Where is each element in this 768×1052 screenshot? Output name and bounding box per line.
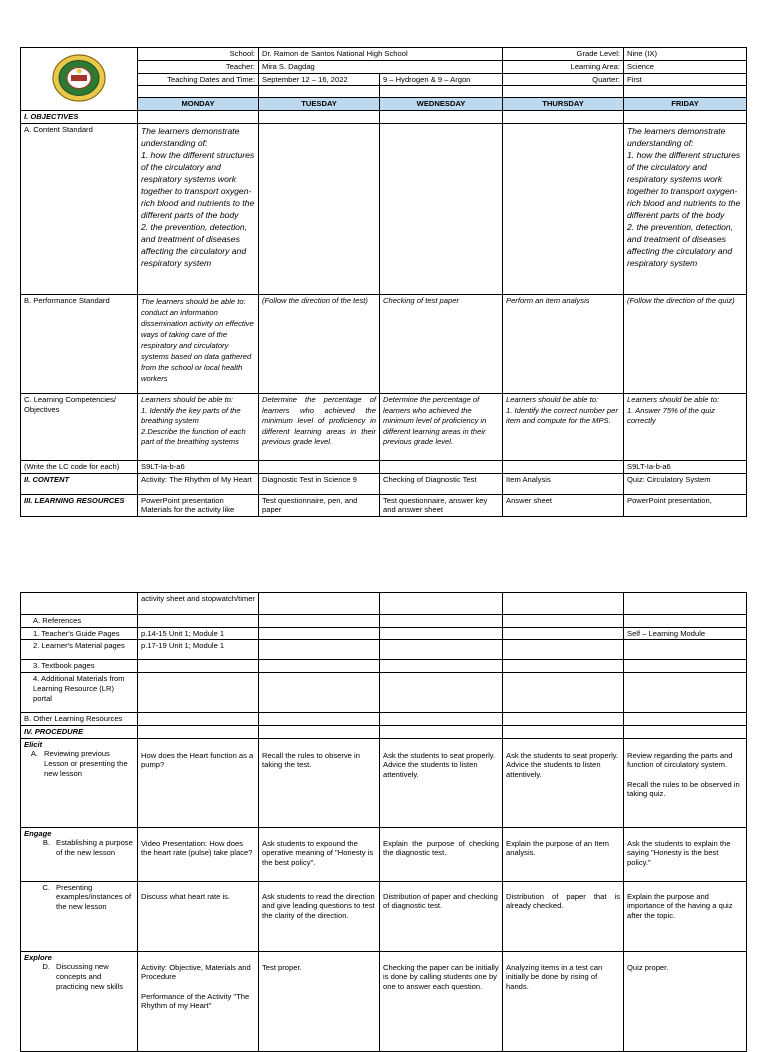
procedure-a-monday: How does the Heart function as a pump? xyxy=(138,738,259,827)
lc-code-label: (Write the LC code for each) xyxy=(21,460,138,473)
competencies-friday: Learners should be able to: 1. Answer 75% of the quiz correctly xyxy=(624,393,747,460)
procedure-heading: IV. PROCEDURE xyxy=(21,725,138,738)
procedure-c-friday: Explain the purpose and importance of the having a quiz after the topic. xyxy=(624,881,747,951)
additional-materials-label: 4. Additional Materials from Learning Resource (LR) portal xyxy=(21,673,138,713)
quarter-label: Quarter: xyxy=(503,73,624,86)
competencies-monday: Learners should be able to: 1. Identify the key parts of the breathing system 2.Describe the function of each part of the breathing systems xyxy=(138,393,259,460)
procedure-a-thursday: Ask the students to seat properly. Advice the students to listen attentively. xyxy=(503,738,624,827)
procedure-d-cell xyxy=(21,951,138,1051)
procedure-a-wednesday: Ask the students to seat properly. Advice the students to listen attentively. xyxy=(380,738,503,827)
learning-area-label: Learning Area: xyxy=(503,61,624,74)
teachers-guide-monday: p.14-15 Unit 1; Module 1 xyxy=(138,627,259,640)
engage-label: Engage xyxy=(24,828,52,838)
procedure-b-thursday: Explain the purpose of an Item analysis. xyxy=(503,827,624,881)
resources-thursday: Answer sheet xyxy=(503,494,624,516)
lesson-plan-table-page1 xyxy=(20,47,747,517)
procedure-d-tuesday: Test proper. xyxy=(259,951,380,1051)
textbook-pages-label: 3. Textbook pages xyxy=(21,660,138,673)
competencies-label: C. Learning Competencies/ Objectives xyxy=(21,393,138,460)
logo-cell xyxy=(21,48,138,111)
competencies-tuesday: Determine the percentage of learners who achieved the minimum level of proficiency in different learning areas in their previous grade level. xyxy=(259,393,380,460)
procedure-b-tuesday: Ask students to expound the operative meaning of "Honesty is the best policy". xyxy=(259,827,380,881)
learners-material-monday: p.17-19 Unit 1; Module 1 xyxy=(138,640,259,660)
procedure-b-wednesday: Explain the purpose of checking the diagnostic test. xyxy=(380,827,503,881)
grade-level-value: Nine (IX) xyxy=(624,48,747,61)
content-standard-monday: The learners demonstrate understanding of: 1. how the different structures of the circulatory and respiratory systems work together to transport oxygen-rich blood and nutrients to the different parts of the body 2. the prevention, detection, and treatment of diseases affecting the circulatory and respiratory system xyxy=(138,123,259,294)
procedure-c-tuesday: Ask students to read the direction and give leading questions to test the clarity of the direction. xyxy=(259,881,380,951)
competencies-wednesday: Determine the percentage of learners who achieved the minimum level of proficiency in different learning areas in their previous grade level. xyxy=(380,393,503,460)
content-tuesday: Diagnostic Test in Science 9 xyxy=(259,473,380,494)
teachers-guide-friday: Self – Learning Module xyxy=(624,627,747,640)
content-thursday: Item Analysis xyxy=(503,473,624,494)
day-header-tuesday: TUESDAY xyxy=(259,98,380,111)
resources-monday: PowerPoint presentation Materials for the activity like xyxy=(138,494,259,516)
teacher-value: Mira S. Dagdag xyxy=(259,61,503,74)
performance-standard-label: B. Performance Standard xyxy=(21,294,138,393)
day-header-wednesday: WEDNESDAY xyxy=(380,98,503,111)
competencies-thursday: Learners should be able to: 1. Identify the correct number per item and compute for the MPS. xyxy=(503,393,624,460)
performance-standard-tuesday: (Follow the direction of the test) xyxy=(259,294,380,393)
day-header-monday: MONDAY xyxy=(138,98,259,111)
procedure-d-friday: Quiz proper. xyxy=(624,951,747,1051)
procedure-a-letter: A. xyxy=(30,749,38,759)
lc-code-monday: S9LT-Ia-b-a6 xyxy=(138,460,259,473)
performance-standard-monday: The learners should be able to: conduct an information dissemination activity on effective ways of taking care of the respiratory and circulatory systems based on data gathered from the school or local health workers xyxy=(138,294,259,393)
elicit-label: Elicit xyxy=(24,739,43,749)
procedure-d-monday: Activity: Objective, Materials and Procedure Performance of the Activity "The Rhythm of my Heart" xyxy=(138,951,259,1051)
content-monday: Activity: The Rhythm of My Heart xyxy=(138,473,259,494)
dates-label: Teaching Dates and Time: xyxy=(138,73,259,86)
procedure-a-label: Reviewing previous Lesson or presenting the new lesson xyxy=(44,749,128,778)
procedure-c-label: Presenting examples/instances of the new lesson xyxy=(56,882,132,912)
dates-value: September 12 – 16, 2022 xyxy=(259,73,380,86)
lesson-plan-table-page2 xyxy=(20,592,747,1052)
references-label: A. References xyxy=(21,615,138,628)
content-standard-friday: The learners demonstrate understanding of: 1. how the different structures of the circulatory and respiratory systems work together to transport oxygen-rich blood and nutrients to the different parts of the body 2. the prevention, detection, and treatment of diseases affecting the circulatory and respiratory system xyxy=(624,123,747,294)
objectives-heading: I. OBJECTIVES xyxy=(21,111,138,124)
procedure-b-cell xyxy=(21,827,138,881)
resources-tuesday: Test questionnaire, pen, and paper xyxy=(259,494,380,516)
learning-area-value: Science xyxy=(624,61,747,74)
procedure-a-cell xyxy=(21,738,138,827)
grade-level-label: Grade Level: xyxy=(503,48,624,61)
procedure-c-letter: C. xyxy=(42,882,50,892)
procedure-a-friday: Review regarding the parts and function of circulatory system. Recall the rules to be observed in taking quiz. xyxy=(624,738,747,827)
content-friday: Quiz: Circulatory System xyxy=(624,473,747,494)
procedure-d-label: Discussing new concepts and practicing new skills xyxy=(56,962,124,991)
school-seal-icon xyxy=(51,53,107,103)
procedure-b-friday: Ask the students to explain the saying "Honesty is the best policy." xyxy=(624,827,747,881)
procedure-a-tuesday: Recall the rules to observe in taking the test. xyxy=(259,738,380,827)
resources-friday: PowerPoint presentation, xyxy=(624,494,747,516)
other-resources-label: B. Other Learning Resources xyxy=(21,713,138,726)
procedure-b-letter: B. xyxy=(42,838,50,848)
lc-code-friday: S9LT-Ia-b-a6 xyxy=(624,460,747,473)
school-label: School: xyxy=(138,48,259,61)
teacher-label: Teacher: xyxy=(138,61,259,74)
procedure-d-wednesday: Checking the paper can be initially is done by calling students one by one to answer each question. xyxy=(380,951,503,1051)
school-value: Dr. Ramon de Santos National High School xyxy=(259,48,503,61)
procedure-c-thursday: Distribution of paper that is already checked. xyxy=(503,881,624,951)
performance-standard-friday: (Follow the direction of the quiz) xyxy=(624,294,747,393)
learners-material-label: 2. Learner's Material pages xyxy=(21,640,138,660)
performance-standard-wednesday: Checking of test paper xyxy=(380,294,503,393)
quarter-value: First xyxy=(624,73,747,86)
content-standard-label: A. Content Standard xyxy=(21,123,138,294)
resources-monday-continued: activity sheet and stopwatch/timer xyxy=(138,593,259,615)
day-header-friday: FRIDAY xyxy=(624,98,747,111)
procedure-b-label: Establishing a purpose of the new lesson xyxy=(56,838,133,858)
procedure-c-cell xyxy=(21,881,138,951)
resources-wednesday: Test questionnaire, answer key and answer sheet xyxy=(380,494,503,516)
procedure-c-wednesday: Distribution of paper and checking of diagnostic test. xyxy=(380,881,503,951)
procedure-c-monday: Discuss what heart rate is. xyxy=(138,881,259,951)
content-heading: II. CONTENT xyxy=(21,473,138,494)
teachers-guide-label: 1. Teacher's Guide Pages xyxy=(21,627,138,640)
procedure-d-letter: D. xyxy=(42,962,50,972)
procedure-d-thursday: Analyzing items in a test can initially be done by rising of hands. xyxy=(503,951,624,1051)
day-header-thursday: THURSDAY xyxy=(503,98,624,111)
resources-heading: III. LEARNING RESOURCES xyxy=(21,494,138,516)
sections-value: 9 – Hydrogen & 9 – Argon xyxy=(380,73,503,86)
explore-label: Explore xyxy=(24,952,52,962)
performance-standard-thursday: Perform an item analysis xyxy=(503,294,624,393)
procedure-b-monday: Video Presentation: How does the heart rate (pulse) take place? xyxy=(138,827,259,881)
content-wednesday: Checking of Diagnostic Test xyxy=(380,473,503,494)
